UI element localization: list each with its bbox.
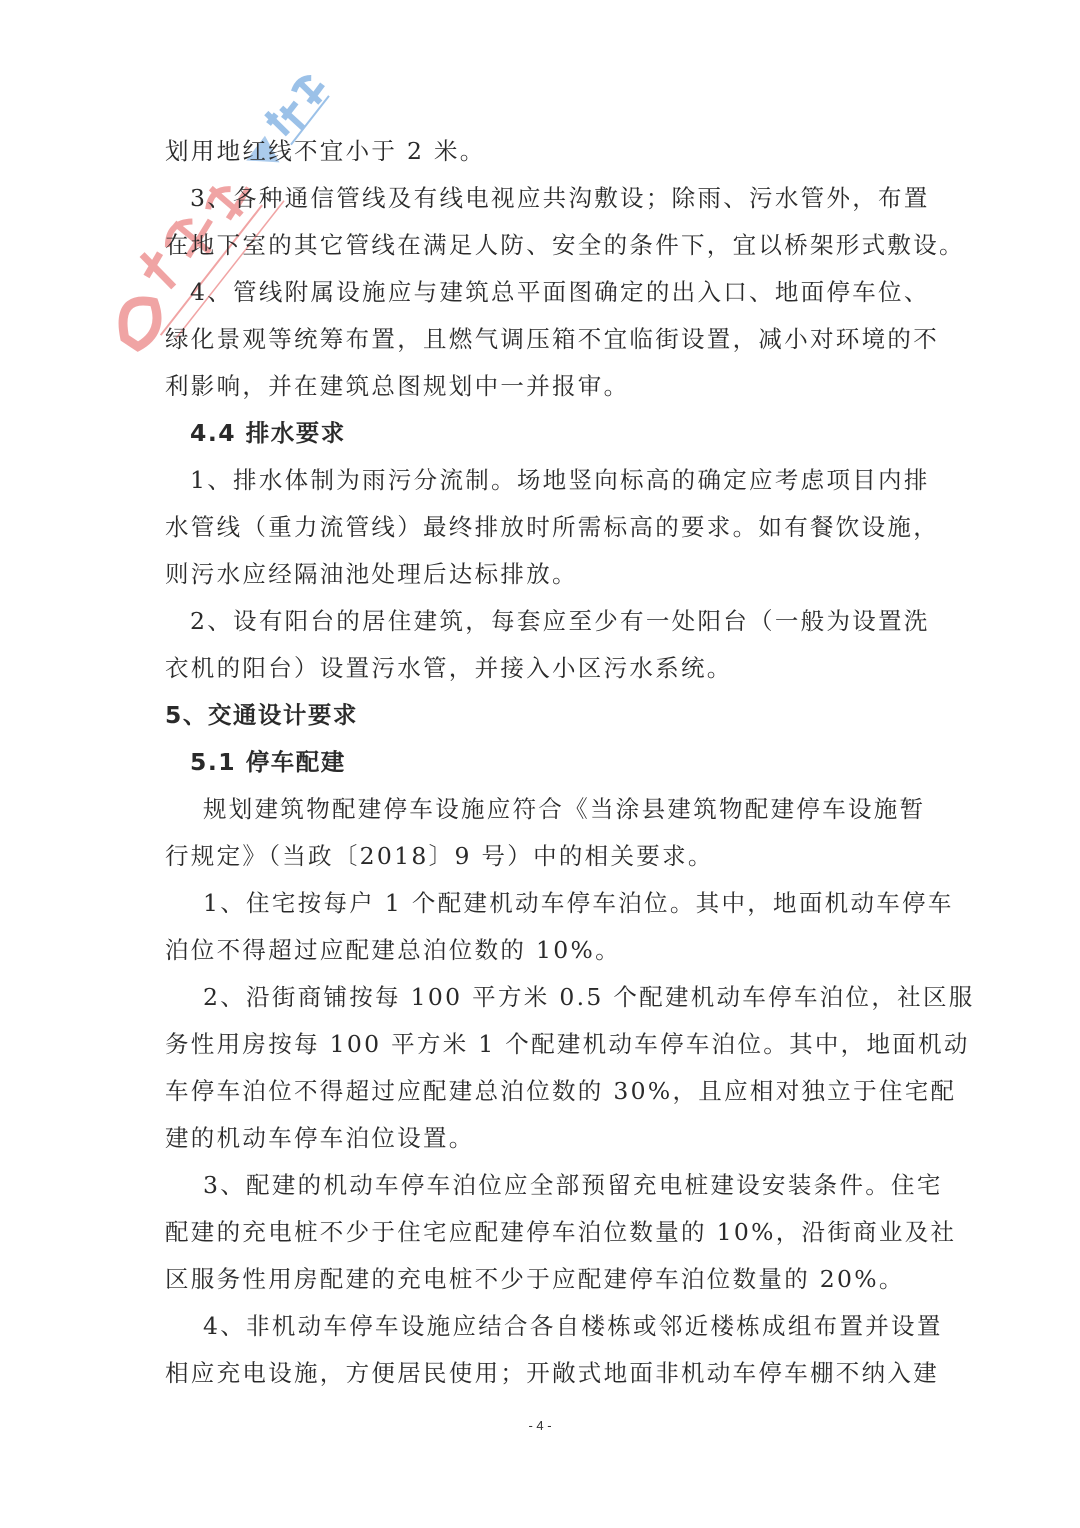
text-line: 衣机的阳台）设置污水管，并接入小区污水系统。 [165, 654, 733, 682]
text-line: 4、非机动车停车设施应结合各自楼栋或邻近楼栋成组布置并设置 [203, 1312, 943, 1340]
text-line: 务性用房按每 100 平方米 1 个配建机动车停车泊位。其中，地面机动 [165, 1030, 970, 1058]
text-line: 3、配建的机动车停车泊位应全部预留充电桩建设安装条件。住宅 [203, 1171, 943, 1199]
text-line: 1、住宅按每户 1 个配建机动车停车泊位。其中，地面机动车停车 [203, 889, 954, 917]
section-heading-4-4: 4.4 排水要求 [190, 419, 346, 447]
text-line: 水管线（重力流管线）最终排放时所需标高的要求。如有餐饮设施， [165, 513, 939, 541]
text-line: 2、设有阳台的居住建筑，每套应至少有一处阳台（一般为设置洗 [190, 607, 930, 635]
text-line: 在地下室的其它管线在满足人防、安全的条件下，宜以桥架形式敷设。 [165, 231, 965, 259]
text-line: 则污水应经隔油池处理后达标排放。 [165, 560, 578, 588]
text-line: 3、各种通信管线及有线电视应共沟敷设；除雨、污水管外，布置 [190, 184, 930, 212]
document-body [165, 128, 975, 1397]
text-line: 区服务性用房配建的充电桩不少于应配建停车泊位数量的 20%。 [165, 1265, 905, 1293]
text-line: 规划建筑物配建停车设施应符合《当涂县建筑物配建停车设施暂 [203, 795, 926, 823]
text-line: 配建的充电桩不少于住宅应配建停车泊位数量的 10%，沿街商业及社 [165, 1218, 957, 1246]
text-line: 泊位不得超过应配建总泊位数的 10%。 [165, 936, 621, 964]
section-heading-5-1: 5.1 停车配建 [190, 748, 346, 776]
page-number: - 4 - [528, 1418, 552, 1433]
text-line: 车停车泊位不得超过应配建总泊位数的 30%，且应相对独立于住宅配 [165, 1077, 957, 1105]
section-heading-5: 5、交通设计要求 [165, 701, 358, 729]
text-line: 建的机动车停车泊位设置。 [165, 1124, 475, 1152]
text-line: 绿化景观等统筹布置，且燃气调压箱不宜临街设置，减小对环境的不 [165, 325, 939, 353]
text-line: 划用地红线不宜小于 2 米。 [165, 137, 486, 165]
text-line: 行规定》（当政〔2018〕9 号）中的相关要求。 [165, 842, 714, 870]
text-line: 4、管线附属设施应与建筑总平面图确定的出入口、地面停车位、 [190, 278, 930, 306]
text-line: 利影响，并在建筑总图规划中一并报审。 [165, 372, 630, 400]
text-line: 相应充电设施，方便居民使用；开敞式地面非机动车停车棚不纳入建 [165, 1359, 939, 1387]
text-line: 1、排水体制为雨污分流制。场地竖向标高的确定应考虑项目内排 [190, 466, 930, 494]
text-line: 2、沿街商铺按每 100 平方米 0.5 个配建机动车停车泊位，社区服 [203, 983, 975, 1011]
